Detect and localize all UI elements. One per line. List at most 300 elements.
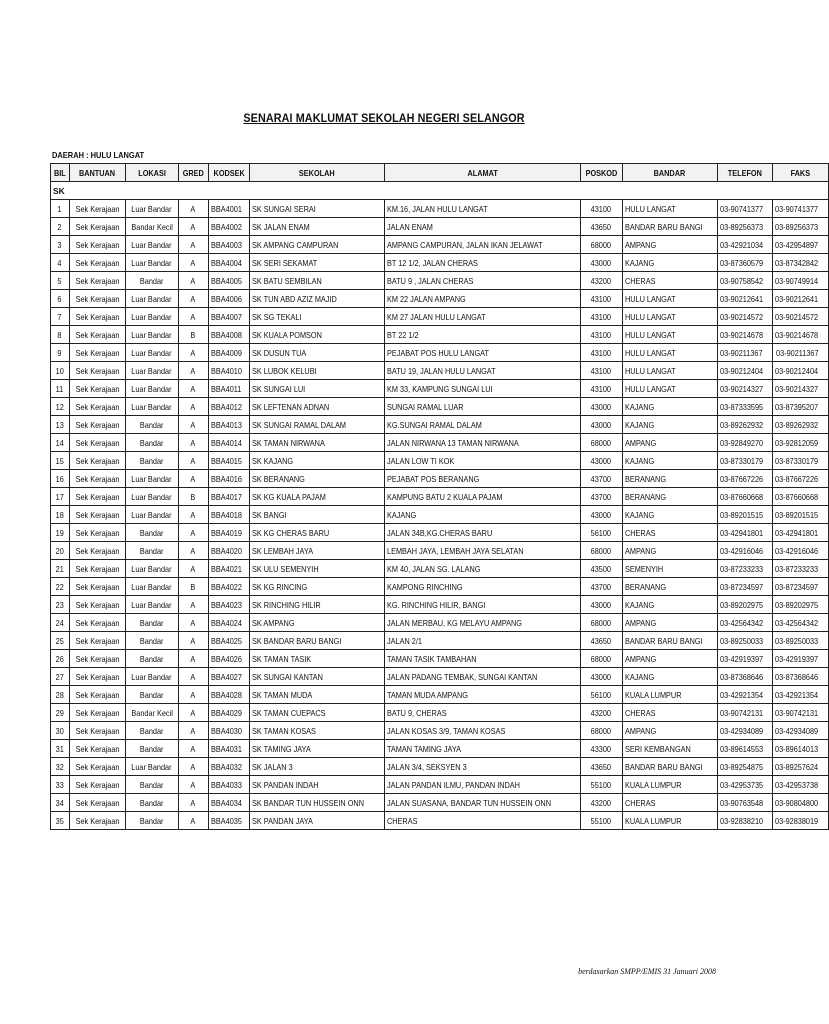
cell-telefon: 03-42941801 bbox=[717, 524, 772, 542]
cell-faks: 03-89250033 bbox=[772, 632, 828, 650]
cell-telefon: 03-89614553 bbox=[717, 740, 772, 758]
cell-bandar: CHERAS bbox=[622, 272, 717, 290]
cell-sekolah: SK SG TEKALI bbox=[249, 308, 384, 326]
cell-poskod: 43100 bbox=[580, 344, 622, 362]
cell-bantuan: Sek Kerajaan bbox=[69, 470, 125, 488]
cell-lokasi: Bandar bbox=[125, 776, 178, 794]
cell-sekolah: SK SUNGAI LUI bbox=[249, 380, 384, 398]
cell-gred: A bbox=[178, 506, 208, 524]
cell-alamat: TAMAN TASIK TAMBAHAN bbox=[385, 650, 581, 668]
cell-gred: A bbox=[178, 452, 208, 470]
cell-bil: 2 bbox=[51, 218, 70, 236]
col-header-alamat: ALAMAT bbox=[385, 164, 581, 182]
cell-bandar: BERANANG bbox=[622, 470, 717, 488]
cell-alamat: KM.16, JALAN HULU LANGAT bbox=[385, 200, 581, 218]
cell-kodsek: BBA4026 bbox=[208, 650, 249, 668]
table-header-row bbox=[51, 164, 829, 182]
cell-lokasi: Bandar bbox=[125, 416, 178, 434]
cell-bandar: BANDAR BARU BANGI bbox=[622, 632, 717, 650]
cell-telefon: 03-89201515 bbox=[717, 506, 772, 524]
col-header-gred: GRED bbox=[178, 164, 208, 182]
cell-bantuan: Sek Kerajaan bbox=[69, 416, 125, 434]
cell-faks: 03-90749914 bbox=[772, 272, 828, 290]
cell-kodsek: BBA4005 bbox=[208, 272, 249, 290]
cell-bantuan: Sek Kerajaan bbox=[69, 668, 125, 686]
cell-kodsek: BBA4008 bbox=[208, 326, 249, 344]
cell-poskod: 43100 bbox=[580, 326, 622, 344]
cell-kodsek: BBA4031 bbox=[208, 740, 249, 758]
table-row bbox=[51, 398, 829, 416]
cell-poskod: 43000 bbox=[580, 668, 622, 686]
cell-telefon: 03-87368646 bbox=[717, 668, 772, 686]
cell-sekolah: SK SUNGAI SERAI bbox=[249, 200, 384, 218]
cell-bandar: CHERAS bbox=[622, 524, 717, 542]
cell-lokasi: Luar Bandar bbox=[125, 578, 178, 596]
cell-poskod: 43100 bbox=[580, 200, 622, 218]
cell-bandar: KUALA LUMPUR bbox=[622, 686, 717, 704]
cell-poskod: 43650 bbox=[580, 218, 622, 236]
cell-lokasi: Bandar bbox=[125, 740, 178, 758]
cell-gred: A bbox=[178, 722, 208, 740]
cell-sekolah: SK JALAN 3 bbox=[249, 758, 384, 776]
cell-alamat: SUNGAI RAMAL LUAR bbox=[385, 398, 581, 416]
col-header-faks: FAKS bbox=[772, 164, 828, 182]
cell-faks: 03-92838019 bbox=[772, 812, 828, 830]
cell-bandar: BANDAR BARU BANGI bbox=[622, 758, 717, 776]
cell-alamat: AMPANG CAMPURAN, JALAN IKAN JELAWAT bbox=[385, 236, 581, 254]
cell-bil: 28 bbox=[51, 686, 70, 704]
cell-faks: 03-89614013 bbox=[772, 740, 828, 758]
cell-bandar: KAJANG bbox=[622, 398, 717, 416]
cell-sekolah: SK ULU SEMENYIH bbox=[249, 560, 384, 578]
cell-bandar: AMPANG bbox=[622, 722, 717, 740]
cell-poskod: 68000 bbox=[580, 650, 622, 668]
cell-bil: 29 bbox=[51, 704, 70, 722]
cell-telefon: 03-87360579 bbox=[717, 254, 772, 272]
cell-bil: 26 bbox=[51, 650, 70, 668]
cell-lokasi: Bandar Kecil bbox=[125, 218, 178, 236]
cell-faks: 03-89262932 bbox=[772, 416, 828, 434]
cell-alamat: BT 12 1/2, JALAN CHERAS bbox=[385, 254, 581, 272]
cell-poskod: 43000 bbox=[580, 506, 622, 524]
cell-kodsek: BBA4001 bbox=[208, 200, 249, 218]
cell-kodsek: BBA4017 bbox=[208, 488, 249, 506]
cell-bantuan: Sek Kerajaan bbox=[69, 362, 125, 380]
cell-alamat: TAMAN MUDA AMPANG bbox=[385, 686, 581, 704]
cell-telefon: 03-42921354 bbox=[717, 686, 772, 704]
cell-bil: 24 bbox=[51, 614, 70, 632]
cell-telefon: 03-87333595 bbox=[717, 398, 772, 416]
cell-bil: 30 bbox=[51, 722, 70, 740]
cell-telefon: 03-90763548 bbox=[717, 794, 772, 812]
cell-alamat: LEMBAH JAYA, LEMBAH JAYA SELATAN bbox=[385, 542, 581, 560]
cell-faks: 03-90804800 bbox=[772, 794, 828, 812]
cell-telefon: 03-42916046 bbox=[717, 542, 772, 560]
cell-bil: 9 bbox=[51, 344, 70, 362]
table-row bbox=[51, 632, 829, 650]
cell-bil: 20 bbox=[51, 542, 70, 560]
cell-kodsek: BBA4007 bbox=[208, 308, 249, 326]
table-row bbox=[51, 524, 829, 542]
cell-kodsek: BBA4012 bbox=[208, 398, 249, 416]
cell-gred: A bbox=[178, 776, 208, 794]
cell-gred: A bbox=[178, 380, 208, 398]
cell-lokasi: Bandar bbox=[125, 452, 178, 470]
cell-bantuan: Sek Kerajaan bbox=[69, 740, 125, 758]
cell-telefon: 03-42919397 bbox=[717, 650, 772, 668]
col-header-bil: BIL bbox=[51, 164, 70, 182]
cell-kodsek: BBA4035 bbox=[208, 812, 249, 830]
cell-lokasi: Luar Bandar bbox=[125, 506, 178, 524]
table-row bbox=[51, 614, 829, 632]
cell-alamat: JALAN NIRWANA 13 TAMAN NIRWANA bbox=[385, 434, 581, 452]
cell-bantuan: Sek Kerajaan bbox=[69, 380, 125, 398]
cell-faks: 03-90212404 bbox=[772, 362, 828, 380]
cell-bantuan: Sek Kerajaan bbox=[69, 488, 125, 506]
cell-alamat: BT 22 1/2 bbox=[385, 326, 581, 344]
table-row bbox=[51, 740, 829, 758]
cell-faks: 03-90211367 bbox=[772, 344, 828, 362]
cell-poskod: 68000 bbox=[580, 542, 622, 560]
cell-bantuan: Sek Kerajaan bbox=[69, 722, 125, 740]
cell-telefon: 03-87233233 bbox=[717, 560, 772, 578]
cell-gred: A bbox=[178, 596, 208, 614]
cell-bantuan: Sek Kerajaan bbox=[69, 542, 125, 560]
cell-bil: 22 bbox=[51, 578, 70, 596]
cell-kodsek: BBA4015 bbox=[208, 452, 249, 470]
cell-telefon: 03-89262932 bbox=[717, 416, 772, 434]
cell-bil: 11 bbox=[51, 380, 70, 398]
cell-lokasi: Luar Bandar bbox=[125, 488, 178, 506]
cell-sekolah: SK PANDAN INDAH bbox=[249, 776, 384, 794]
cell-faks: 03-87395207 bbox=[772, 398, 828, 416]
cell-gred: A bbox=[178, 344, 208, 362]
cell-bantuan: Sek Kerajaan bbox=[69, 758, 125, 776]
cell-alamat: CHERAS bbox=[385, 812, 581, 830]
cell-kodsek: BBA4029 bbox=[208, 704, 249, 722]
cell-bil: 32 bbox=[51, 758, 70, 776]
cell-poskod: 68000 bbox=[580, 722, 622, 740]
table-row bbox=[51, 254, 829, 272]
cell-bandar: HULU LANGAT bbox=[622, 290, 717, 308]
table-row bbox=[51, 218, 829, 236]
cell-bandar: KAJANG bbox=[622, 506, 717, 524]
cell-bandar: BANDAR BARU BANGI bbox=[622, 218, 717, 236]
cell-bantuan: Sek Kerajaan bbox=[69, 344, 125, 362]
table-row bbox=[51, 758, 829, 776]
cell-sekolah: SK TAMAN KOSAS bbox=[249, 722, 384, 740]
cell-bantuan: Sek Kerajaan bbox=[69, 254, 125, 272]
cell-poskod: 43650 bbox=[580, 632, 622, 650]
district-label: DAERAH : HULU LANGAT bbox=[52, 150, 145, 160]
table-row bbox=[51, 326, 829, 344]
cell-gred: A bbox=[178, 668, 208, 686]
cell-faks: 03-87667226 bbox=[772, 470, 828, 488]
cell-gred: A bbox=[178, 758, 208, 776]
cell-bantuan: Sek Kerajaan bbox=[69, 434, 125, 452]
cell-bandar: HULU LANGAT bbox=[622, 380, 717, 398]
cell-alamat: JALAN PADANG TEMBAK, SUNGAI KANTAN bbox=[385, 668, 581, 686]
cell-gred: A bbox=[178, 470, 208, 488]
cell-lokasi: Luar Bandar bbox=[125, 326, 178, 344]
cell-bandar: CHERAS bbox=[622, 794, 717, 812]
cell-faks: 03-42564342 bbox=[772, 614, 828, 632]
cell-poskod: 56100 bbox=[580, 524, 622, 542]
cell-faks: 03-89256373 bbox=[772, 218, 828, 236]
cell-sekolah: SK TAMAN MUDA bbox=[249, 686, 384, 704]
cell-bandar: CHERAS bbox=[622, 704, 717, 722]
cell-sekolah: SK SUNGAI RAMAL DALAM bbox=[249, 416, 384, 434]
cell-sekolah: SK TUN ABD AZIZ MAJID bbox=[249, 290, 384, 308]
cell-faks: 03-42941801 bbox=[772, 524, 828, 542]
cell-gred: A bbox=[178, 290, 208, 308]
cell-telefon: 03-92838210 bbox=[717, 812, 772, 830]
cell-bandar: HULU LANGAT bbox=[622, 344, 717, 362]
cell-bil: 14 bbox=[51, 434, 70, 452]
cell-alamat: BATU 9 , JALAN CHERAS bbox=[385, 272, 581, 290]
cell-sekolah: SK TAMING JAYA bbox=[249, 740, 384, 758]
cell-lokasi: Luar Bandar bbox=[125, 668, 178, 686]
cell-telefon: 03-90214678 bbox=[717, 326, 772, 344]
cell-alamat: JALAN 3/4, SEKSYEN 3 bbox=[385, 758, 581, 776]
cell-sekolah: SK AMPANG CAMPURAN bbox=[249, 236, 384, 254]
cell-faks: 03-42934089 bbox=[772, 722, 828, 740]
cell-lokasi: Bandar bbox=[125, 794, 178, 812]
cell-alamat: JALAN 2/1 bbox=[385, 632, 581, 650]
cell-gred: A bbox=[178, 416, 208, 434]
cell-bandar: SEMENYIH bbox=[622, 560, 717, 578]
cell-telefon: 03-90214572 bbox=[717, 308, 772, 326]
cell-telefon: 03-87660668 bbox=[717, 488, 772, 506]
cell-bantuan: Sek Kerajaan bbox=[69, 272, 125, 290]
cell-faks: 03-92812059 bbox=[772, 434, 828, 452]
cell-alamat: JALAN ENAM bbox=[385, 218, 581, 236]
cell-sekolah: SK KG CHERAS BARU bbox=[249, 524, 384, 542]
cell-gred: A bbox=[178, 632, 208, 650]
school-table bbox=[50, 163, 829, 830]
cell-lokasi: Luar Bandar bbox=[125, 200, 178, 218]
cell-alamat: KG.SUNGAI RAMAL DALAM bbox=[385, 416, 581, 434]
cell-kodsek: BBA4032 bbox=[208, 758, 249, 776]
cell-faks: 03-87660668 bbox=[772, 488, 828, 506]
cell-faks: 03-90214678 bbox=[772, 326, 828, 344]
cell-telefon: 03-89254875 bbox=[717, 758, 772, 776]
table-row bbox=[51, 434, 829, 452]
cell-alamat: JALAN LOW TI KOK bbox=[385, 452, 581, 470]
cell-kodsek: BBA4024 bbox=[208, 614, 249, 632]
cell-alamat: KM 22 JALAN AMPANG bbox=[385, 290, 581, 308]
cell-gred: A bbox=[178, 812, 208, 830]
cell-bantuan: Sek Kerajaan bbox=[69, 686, 125, 704]
cell-bandar: KUALA LUMPUR bbox=[622, 776, 717, 794]
cell-sekolah: SK BANGI bbox=[249, 506, 384, 524]
col-header-telefon: TELEFON bbox=[717, 164, 772, 182]
cell-kodsek: BBA4022 bbox=[208, 578, 249, 596]
table-row bbox=[51, 272, 829, 290]
table-row bbox=[51, 488, 829, 506]
cell-sekolah: SK SUNGAI KANTAN bbox=[249, 668, 384, 686]
cell-kodsek: BBA4021 bbox=[208, 560, 249, 578]
cell-sekolah: SK DUSUN TUA bbox=[249, 344, 384, 362]
table-row bbox=[51, 200, 829, 218]
cell-alamat: KG. RINCHING HILIR, BANGI bbox=[385, 596, 581, 614]
cell-sekolah: SK BANDAR TUN HUSSEIN ONN bbox=[249, 794, 384, 812]
cell-bantuan: Sek Kerajaan bbox=[69, 236, 125, 254]
cell-gred: A bbox=[178, 704, 208, 722]
cell-lokasi: Luar Bandar bbox=[125, 344, 178, 362]
cell-bil: 19 bbox=[51, 524, 70, 542]
table-row bbox=[51, 470, 829, 488]
cell-bandar: AMPANG bbox=[622, 434, 717, 452]
cell-faks: 03-89202975 bbox=[772, 596, 828, 614]
cell-sekolah: SK KAJANG bbox=[249, 452, 384, 470]
cell-lokasi: Luar Bandar bbox=[125, 758, 178, 776]
cell-gred: B bbox=[178, 488, 208, 506]
cell-poskod: 43100 bbox=[580, 362, 622, 380]
cell-alamat: KAJANG bbox=[385, 506, 581, 524]
table-row bbox=[51, 560, 829, 578]
cell-kodsek: BBA4027 bbox=[208, 668, 249, 686]
cell-sekolah: SK SERI SEKAMAT bbox=[249, 254, 384, 272]
cell-sekolah: SK AMPANG bbox=[249, 614, 384, 632]
cell-bil: 16 bbox=[51, 470, 70, 488]
cell-gred: A bbox=[178, 272, 208, 290]
cell-telefon: 03-90212641 bbox=[717, 290, 772, 308]
cell-kodsek: BBA4020 bbox=[208, 542, 249, 560]
cell-faks: 03-87342842 bbox=[772, 254, 828, 272]
cell-sekolah: SK TAMAN TASIK bbox=[249, 650, 384, 668]
cell-bandar: KAJANG bbox=[622, 254, 717, 272]
cell-lokasi: Bandar bbox=[125, 524, 178, 542]
cell-bandar: AMPANG bbox=[622, 650, 717, 668]
cell-sekolah: SK TAMAN NIRWANA bbox=[249, 434, 384, 452]
cell-sekolah: SK LEMBAH JAYA bbox=[249, 542, 384, 560]
cell-faks: 03-42919397 bbox=[772, 650, 828, 668]
cell-poskod: 43100 bbox=[580, 380, 622, 398]
cell-gred: A bbox=[178, 218, 208, 236]
cell-bandar: KAJANG bbox=[622, 668, 717, 686]
cell-sekolah: SK KUALA POMSON bbox=[249, 326, 384, 344]
cell-telefon: 03-42934089 bbox=[717, 722, 772, 740]
cell-gred: A bbox=[178, 236, 208, 254]
cell-kodsek: BBA4002 bbox=[208, 218, 249, 236]
cell-bantuan: Sek Kerajaan bbox=[69, 794, 125, 812]
cell-telefon: 03-92849270 bbox=[717, 434, 772, 452]
cell-bil: 23 bbox=[51, 596, 70, 614]
cell-sekolah: SK RINCHING HILIR bbox=[249, 596, 384, 614]
cell-kodsek: BBA4010 bbox=[208, 362, 249, 380]
cell-lokasi: Luar Bandar bbox=[125, 290, 178, 308]
cell-bantuan: Sek Kerajaan bbox=[69, 776, 125, 794]
cell-bantuan: Sek Kerajaan bbox=[69, 812, 125, 830]
cell-bandar: HULU LANGAT bbox=[622, 362, 717, 380]
cell-gred: A bbox=[178, 614, 208, 632]
cell-bandar: AMPANG bbox=[622, 236, 717, 254]
cell-alamat: BATU 9, CHERAS bbox=[385, 704, 581, 722]
cell-lokasi: Luar Bandar bbox=[125, 236, 178, 254]
cell-poskod: 68000 bbox=[580, 236, 622, 254]
cell-telefon: 03-90214327 bbox=[717, 380, 772, 398]
cell-poskod: 43000 bbox=[580, 398, 622, 416]
cell-lokasi: Luar Bandar bbox=[125, 380, 178, 398]
cell-gred: A bbox=[178, 524, 208, 542]
cell-sekolah: SK PANDAN JAYA bbox=[249, 812, 384, 830]
cell-bantuan: Sek Kerajaan bbox=[69, 452, 125, 470]
cell-lokasi: Luar Bandar bbox=[125, 362, 178, 380]
cell-bil: 34 bbox=[51, 794, 70, 812]
cell-sekolah: SK LEFTENAN ADNAN bbox=[249, 398, 384, 416]
cell-telefon: 03-90211367 bbox=[717, 344, 772, 362]
cell-bandar: HULU LANGAT bbox=[622, 308, 717, 326]
cell-faks: 03-90741377 bbox=[772, 200, 828, 218]
cell-gred: A bbox=[178, 542, 208, 560]
cell-faks: 03-42916046 bbox=[772, 542, 828, 560]
cell-poskod: 56100 bbox=[580, 686, 622, 704]
cell-kodsek: BBA4023 bbox=[208, 596, 249, 614]
cell-poskod: 55100 bbox=[580, 776, 622, 794]
cell-telefon: 03-89250033 bbox=[717, 632, 772, 650]
cell-telefon: 03-87234597 bbox=[717, 578, 772, 596]
cell-telefon: 03-42953735 bbox=[717, 776, 772, 794]
cell-kodsek: BBA4033 bbox=[208, 776, 249, 794]
cell-bil: 13 bbox=[51, 416, 70, 434]
cell-bandar: BERANANG bbox=[622, 578, 717, 596]
cell-poskod: 55100 bbox=[580, 812, 622, 830]
page-title: SENARAI MAKLUMAT SEKOLAH NEGERI SELANGOR bbox=[243, 111, 525, 125]
cell-faks: 03-89201515 bbox=[772, 506, 828, 524]
cell-kodsek: BBA4006 bbox=[208, 290, 249, 308]
cell-kodsek: BBA4014 bbox=[208, 434, 249, 452]
col-header-bandar: BANDAR bbox=[622, 164, 717, 182]
cell-alamat: KM 27 JALAN HULU LANGAT bbox=[385, 308, 581, 326]
cell-kodsek: BBA4028 bbox=[208, 686, 249, 704]
cell-lokasi: Luar Bandar bbox=[125, 398, 178, 416]
table-row bbox=[51, 290, 829, 308]
cell-bil: 12 bbox=[51, 398, 70, 416]
cell-lokasi: Bandar bbox=[125, 542, 178, 560]
cell-sekolah: SK KG RINCING bbox=[249, 578, 384, 596]
table-row bbox=[51, 686, 829, 704]
cell-gred: A bbox=[178, 650, 208, 668]
table-row bbox=[51, 344, 829, 362]
cell-telefon: 03-90742131 bbox=[717, 704, 772, 722]
cell-alamat: JALAN KOSAS 3/9, TAMAN KOSAS bbox=[385, 722, 581, 740]
cell-poskod: 68000 bbox=[580, 614, 622, 632]
section-label: SK bbox=[51, 182, 829, 200]
cell-bil: 1 bbox=[51, 200, 70, 218]
cell-bil: 3 bbox=[51, 236, 70, 254]
cell-sekolah: SK KG KUALA PAJAM bbox=[249, 488, 384, 506]
cell-poskod: 43300 bbox=[580, 740, 622, 758]
cell-kodsek: BBA4019 bbox=[208, 524, 249, 542]
cell-telefon: 03-87667226 bbox=[717, 470, 772, 488]
section-row bbox=[51, 182, 829, 200]
cell-gred: B bbox=[178, 326, 208, 344]
cell-gred: A bbox=[178, 308, 208, 326]
cell-bantuan: Sek Kerajaan bbox=[69, 200, 125, 218]
cell-bandar: KAJANG bbox=[622, 416, 717, 434]
cell-poskod: 43650 bbox=[580, 758, 622, 776]
cell-telefon: 03-90741377 bbox=[717, 200, 772, 218]
table-row bbox=[51, 578, 829, 596]
cell-kodsek: BBA4030 bbox=[208, 722, 249, 740]
cell-gred: A bbox=[178, 362, 208, 380]
cell-bantuan: Sek Kerajaan bbox=[69, 218, 125, 236]
cell-telefon: 03-87330179 bbox=[717, 452, 772, 470]
table-row bbox=[51, 236, 829, 254]
cell-faks: 03-87233233 bbox=[772, 560, 828, 578]
cell-poskod: 43200 bbox=[580, 794, 622, 812]
